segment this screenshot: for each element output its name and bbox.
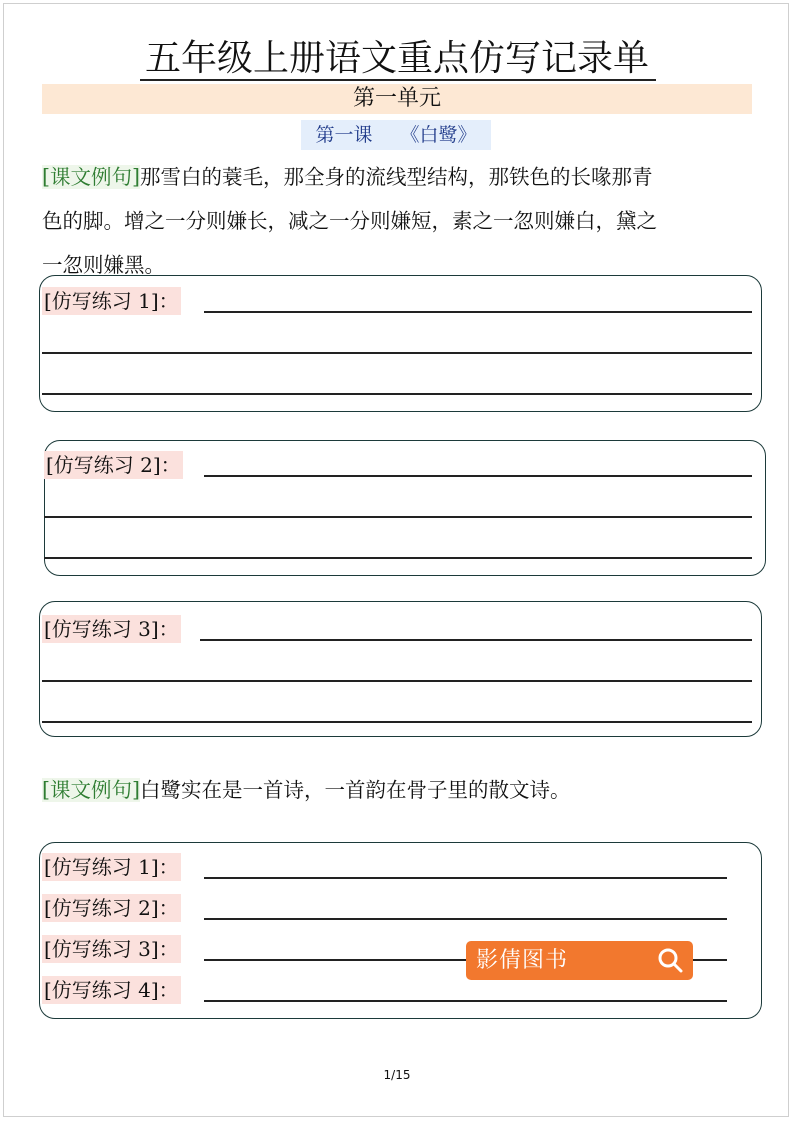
example-1-line-2: 色的脚。增之一分则嫌长，减之一分则嫌短，素之一忽则嫌白，黛之	[42, 209, 657, 233]
answer-line[interactable]	[204, 475, 752, 477]
answer-line[interactable]	[204, 1000, 727, 1002]
answer-line[interactable]	[204, 877, 727, 879]
example-tag: [课文例句]	[42, 165, 140, 189]
answer-line[interactable]	[42, 393, 752, 395]
practice-label-2: [仿写练习 2]：	[44, 896, 179, 920]
example-tag: [课文例句]	[42, 778, 140, 802]
practice-label-2: [仿写练习 2]：	[46, 453, 181, 477]
practice-label-3: [仿写练习 3]：	[44, 617, 179, 641]
lesson-number: 第一课	[315, 124, 373, 146]
answer-line[interactable]	[44, 557, 752, 559]
practice-label-1: [仿写练习 1]：	[44, 289, 179, 313]
practice-label-3: [仿写练习 3]：	[44, 937, 179, 961]
search-icon	[657, 947, 683, 973]
answer-line[interactable]	[44, 516, 752, 518]
answer-line[interactable]	[42, 680, 752, 682]
example-sentence-2	[42, 768, 757, 812]
answer-line[interactable]	[204, 918, 727, 920]
page-title: 五年级上册语文重点仿写记录单	[144, 38, 649, 79]
answer-line[interactable]	[42, 721, 752, 723]
answer-line[interactable]	[200, 639, 752, 641]
watermark-text: 影倩图书	[476, 948, 569, 973]
example-sentence-1	[42, 155, 757, 287]
example-1-line-3: 一忽则嫌黑。	[42, 253, 165, 277]
example-1-line-1: 那雪白的蓑毛，那全身的流线型结构，那铁色的长喙那青	[140, 165, 653, 189]
example-2-text: 白鹭实在是一首诗，一首韵在骨子里的散文诗。	[140, 778, 571, 802]
unit-heading: 第一单元	[42, 84, 752, 114]
answer-line[interactable]	[42, 352, 752, 354]
answer-line[interactable]	[204, 311, 752, 313]
lesson-name: 《白鹭》	[400, 124, 477, 146]
practice-label-1: [仿写练习 1]：	[44, 855, 179, 879]
lesson-heading	[301, 120, 491, 150]
title-underline	[140, 79, 656, 81]
page-number: 1/15	[383, 1068, 411, 1082]
watermark-badge	[466, 941, 693, 980]
practice-label-4: [仿写练习 4]：	[44, 978, 179, 1002]
